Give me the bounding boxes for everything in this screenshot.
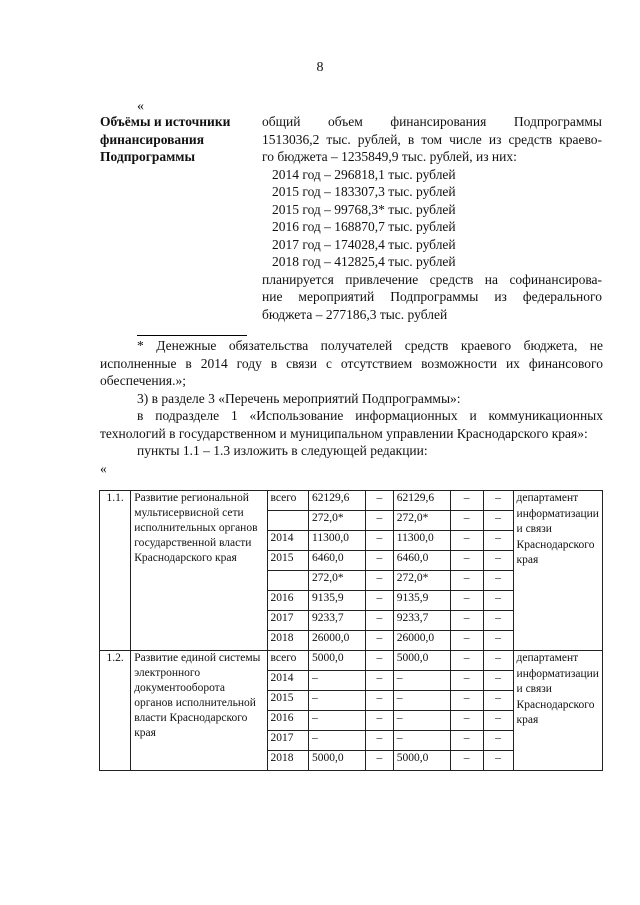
other-cell: – [483,571,513,591]
regional-cell: 5000,0 [393,751,450,771]
regional-cell: 62129,6 [393,491,450,511]
item-name: Развитие единой системы электронного документооборота органов исполнительной власти Краснодарского края [131,651,267,771]
total-cell: 62129,6 [309,491,366,511]
footnote-separator [137,335,247,336]
intro-line: го бюджета – 1235849,9 тыс. рублей, из них: [262,149,517,164]
year-cell: 2018 [267,631,309,651]
federal-cell: – [365,731,393,751]
year-line: 2014 год – 296818,1 тыс. рублей [272,166,456,182]
total-cell: 9135,9 [309,591,366,611]
federal-cell: – [365,551,393,571]
year-cell: 2015 [267,551,309,571]
regional-cell: – [393,671,450,691]
regional-cell: 272,0* [393,511,450,531]
page-number: 8 [316,60,324,75]
other-cell: – [483,731,513,751]
year-line: 2015 год – 183307,3 тыс. рублей [272,184,456,199]
year-cell: 2014 [267,531,309,551]
executor-cell: департамент информатизации и связи Краснодарского края [513,491,602,651]
local-cell: – [450,751,483,771]
total-cell: 6460,0 [309,551,366,571]
other-cell: – [483,751,513,771]
total-cell: – [309,691,366,711]
year-line: 2016 год – 168870,7 тыс. рублей [272,219,456,234]
regional-cell: 9233,7 [393,611,450,631]
total-cell: 5000,0 [309,651,366,671]
regional-cell: 5000,0 [393,651,450,671]
local-cell: – [450,651,483,671]
year-cell: всего [267,491,309,511]
table-row [100,491,603,511]
year-cell: 2018 [267,751,309,771]
year-cell: 2017 [267,611,309,631]
regional-cell: 6460,0 [393,551,450,571]
total-cell: – [309,671,366,691]
local-cell: – [450,591,483,611]
federal-cell: – [365,691,393,711]
year-cell: 2015 [267,691,309,711]
federal-cell: – [365,571,393,591]
other-cell: – [483,551,513,571]
regional-cell: 9135,9 [393,591,450,611]
local-cell: – [450,691,483,711]
other-cell: – [483,611,513,631]
other-cell: – [483,651,513,671]
regional-cell: – [393,711,450,731]
local-cell: – [450,531,483,551]
total-cell: 5000,0 [309,751,366,771]
table-open-quote: « [100,460,107,476]
total-cell: 11300,0 [309,531,366,551]
local-cell: – [450,631,483,651]
table-row [100,651,603,671]
federal-line: планируется привлечение средств на софинансирова- [262,271,602,287]
total-cell: 26000,0 [309,631,366,651]
federal-cell: – [365,531,393,551]
activities-table [99,490,603,771]
year-cell: 2016 [267,711,309,731]
federal-cell: – [365,751,393,771]
funding-years-list [262,166,602,271]
federal-cell: – [365,671,393,691]
local-cell: – [450,611,483,631]
opening-quote: « [137,99,144,114]
intro-line: 1513036,2 тыс. рублей, в том числе из средств краево- [262,131,602,147]
federal-cell: – [365,651,393,671]
other-cell: – [483,691,513,711]
total-cell: 272,0* [309,571,366,591]
total-cell: – [309,731,366,751]
local-cell: – [450,731,483,751]
regional-cell: 26000,0 [393,631,450,651]
total-cell: 9233,7 [309,611,366,631]
year-line: 2015 год – 99768,3* тыс. рублей [272,201,456,217]
intro-line: общий объем финансирования Подпрограммы [262,114,602,129]
item-number: 1.2. [100,651,131,771]
regional-cell: – [393,691,450,711]
year-line: 2018 год – 412825,4 тыс. рублей [272,254,456,269]
federal-line: бюджета – 277186,3 тыс. рублей [262,306,448,322]
other-cell: – [483,531,513,551]
federal-line: ние мероприятий Подпрограммы из федерального [262,289,602,304]
regional-cell: – [393,731,450,751]
subsection-line: в подразделе 1 «Использование информационных и коммуникационных технологий в государственном и муниципальном управлении Краснодарского края»: [100,408,603,441]
footnote-text: * Денежные обязательства получателей средств краевого бюджета, не исполненные в 2014 году в связи с отсутствием возможности их финансового обеспечения.»; [100,338,603,388]
year-cell: 2017 [267,731,309,751]
item-name: Развитие региональной мультисервисной сети исполнительных органов государственной власти Краснодарского края [131,491,267,651]
other-cell: – [483,711,513,731]
year-cell [267,511,309,531]
item-number: 1.1. [100,491,131,651]
year-cell: 2014 [267,671,309,691]
federal-cell: – [365,591,393,611]
year-cell [267,571,309,591]
other-cell: – [483,511,513,531]
year-line: 2017 год – 174028,4 тыс. рублей [272,236,456,252]
local-cell: – [450,491,483,511]
federal-cell: – [365,711,393,731]
other-cell: – [483,491,513,511]
points-line: пункты 1.1 – 1.3 изложить в следующей редакции: [137,443,428,458]
heading-line: финансирования [100,131,205,147]
passport-heading [100,113,255,166]
local-cell: – [450,571,483,591]
heading-line: Подпрограммы [100,149,196,164]
federal-cell: – [365,511,393,531]
federal-cell: – [365,631,393,651]
passport-funding-text [262,113,602,323]
section-line: 3) в разделе 3 «Перечень мероприятий Подпрограммы»: [137,390,461,406]
footnote-block [100,337,603,477]
total-cell: 272,0* [309,511,366,531]
regional-cell: 272,0* [393,571,450,591]
year-cell: 2016 [267,591,309,611]
federal-cell: – [365,491,393,511]
local-cell: – [450,711,483,731]
other-cell: – [483,671,513,691]
local-cell: – [450,551,483,571]
heading-line: Объёмы и источники [100,114,231,129]
total-cell: – [309,711,366,731]
federal-cell: – [365,611,393,631]
local-cell: – [450,511,483,531]
other-cell: – [483,591,513,611]
other-cell: – [483,631,513,651]
year-cell: всего [267,651,309,671]
regional-cell: 11300,0 [393,531,450,551]
executor-cell: департамент информатизации и связи Краснодарского края [513,651,602,771]
local-cell: – [450,671,483,691]
